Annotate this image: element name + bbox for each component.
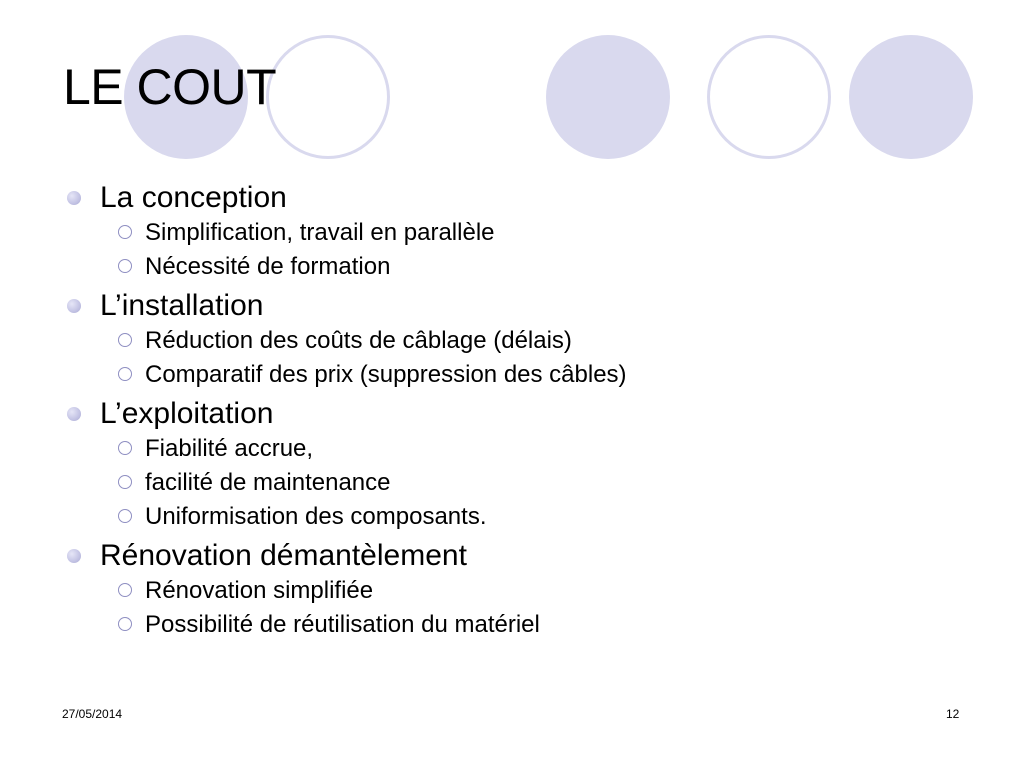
bullet-item-level2 — [60, 358, 960, 392]
filled-bullet-icon — [67, 191, 81, 205]
bullet-text: Rénovation simplifiée — [145, 577, 374, 604]
bullet-text: Rénovation démantèlement — [100, 539, 467, 572]
bullet-item-level2 — [60, 324, 960, 358]
filled-bullet-icon — [67, 299, 81, 313]
bullet-item-level1 — [60, 538, 960, 574]
slide-title: LE COUT — [63, 59, 277, 115]
bullet-text: facilité de maintenance — [145, 469, 391, 496]
hollow-bullet-icon — [118, 475, 132, 489]
bullet-item-level2 — [60, 608, 960, 642]
bullet-text: Comparatif des prix (suppression des câbles) — [145, 361, 627, 388]
hollow-bullet-icon — [118, 441, 132, 455]
decorative-circle-filled — [546, 35, 670, 159]
bullet-item-level2 — [60, 466, 960, 500]
bullet-text: Possibilité de réutilisation du matériel — [145, 611, 540, 638]
hollow-bullet-icon — [118, 617, 132, 631]
hollow-bullet-icon — [118, 259, 132, 273]
filled-bullet-icon — [67, 549, 81, 563]
hollow-bullet-icon — [118, 583, 132, 597]
bullet-item-level2 — [60, 216, 960, 250]
bullet-item-level1 — [60, 180, 960, 216]
bullet-item-level1 — [60, 396, 960, 432]
decorative-circle-filled — [849, 35, 973, 159]
hollow-bullet-icon — [118, 367, 132, 381]
bullet-item-level2 — [60, 432, 960, 466]
hollow-bullet-icon — [118, 333, 132, 347]
bullet-item-level2 — [60, 574, 960, 608]
bullet-text: Simplification, travail en parallèle — [145, 219, 495, 246]
bullet-text: La conception — [100, 181, 287, 214]
footer-date: 27/05/2014 — [62, 707, 123, 721]
bullet-text: L’exploitation — [100, 397, 274, 430]
bullet-text: Uniformisation des composants. — [145, 503, 487, 530]
bullet-text: Réduction des coûts de câblage (délais) — [145, 327, 572, 354]
bullet-item-level1 — [60, 288, 960, 324]
hollow-bullet-icon — [118, 509, 132, 523]
bullet-text: Nécessité de formation — [145, 253, 391, 280]
slide-number: 12 — [946, 707, 960, 721]
bullet-text: Fiabilité accrue, — [145, 435, 314, 462]
hollow-bullet-icon — [118, 225, 132, 239]
bullet-list — [60, 180, 960, 642]
bullet-item-level2 — [60, 250, 960, 284]
decorative-circle-outlined — [266, 35, 390, 159]
bullet-item-level2 — [60, 500, 960, 534]
filled-bullet-icon — [67, 407, 81, 421]
bullet-text: L’installation — [100, 289, 264, 322]
decorative-circle-outlined — [707, 35, 831, 159]
